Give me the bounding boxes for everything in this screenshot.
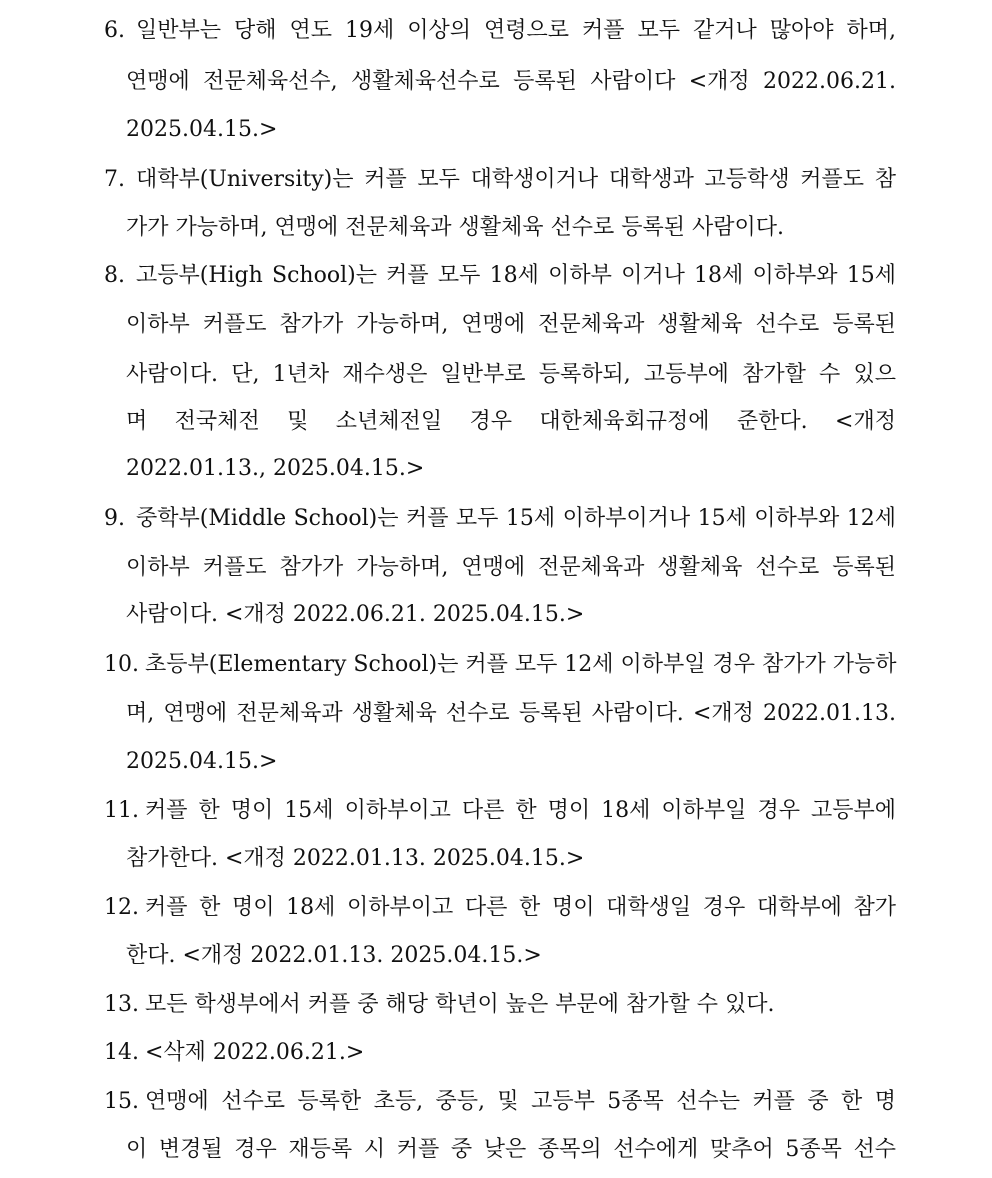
item-text-line: 연맹에 선수로 등록한 초등, 중등, 및 고등부 5종목 선수는 커플 중 한 명 (145, 1089, 896, 1114)
item-text-line: 대학부(University)는 커플 모두 대학생이거나 대학생과 고등학생 커플도 참 (136, 167, 896, 192)
list-item-10-line-2 (0, 691, 992, 737)
list-item-10 (0, 642, 992, 688)
list-item-9-line-2 (0, 545, 992, 591)
item-number: 8. (104, 263, 125, 288)
item-number: 14. (104, 1040, 139, 1065)
item-text-line: 이 변경될 경우 재등록 시 커플 중 낮은 종목의 선수에게 맞추어 5종목 선수 (126, 1137, 896, 1162)
item-number: 9. (104, 506, 125, 531)
list-item-12-line-2 (0, 933, 992, 979)
list-item-6-line-2 (0, 59, 992, 105)
list-item-15 (0, 1079, 992, 1125)
list-item-7 (0, 157, 992, 203)
item-text-line: 중학부(Middle School)는 커플 모두 15세 이하부이거나 15세 이하부와 12세 (136, 506, 896, 531)
item-text-line: 초등부(Elementary School)는 커플 모두 12세 이하부일 경우 참가가 가능하 (145, 652, 897, 677)
item-number: 15. (104, 1089, 139, 1114)
item-text-line: 연맹에 전문체육선수, 생활체육선수로 등록된 사람이다 <개정 2022.06.21. (126, 69, 896, 94)
item-number: 7. (104, 167, 125, 192)
item-text-line: <삭제 2022.06.21.> (145, 1040, 365, 1065)
item-text-line: 사람이다. <개정 2022.06.21. 2025.04.15.> (126, 602, 585, 627)
item-text-line: 며 전국체전 및 소년체전일 경우 대한체육회규정에 준한다. <개정 (126, 409, 896, 434)
item-text-line: 며, 연맹에 전문체육과 생활체육 선수로 등록된 사람이다. <개정 2022.01.13. (126, 701, 896, 726)
item-text-line: 커플 한 명이 18세 이하부이고 다른 한 명이 대학생일 경우 대학부에 참가 (145, 895, 896, 920)
item-number: 11. (104, 798, 139, 823)
item-text-line: 커플 한 명이 15세 이하부이고 다른 한 명이 18세 이하부일 경우 고등부에 (145, 798, 896, 823)
item-number: 10. (104, 652, 139, 677)
list-item-6 (0, 8, 992, 54)
list-item-8-line-3 (0, 352, 992, 398)
item-number: 13. (104, 992, 139, 1017)
list-item-8 (0, 253, 992, 299)
item-number: 12. (104, 895, 139, 920)
item-number: 6. (104, 18, 125, 43)
item-text-line: 일반부는 당해 연도 19세 이상의 연령으로 커플 모두 같거나 많아야 하며, (136, 18, 896, 43)
item-text-line: 2025.04.15.> (126, 117, 278, 142)
list-item-12 (0, 885, 992, 931)
list-item-11-line-2 (0, 836, 992, 882)
item-text-line: 가가 가능하며, 연맹에 전문체육과 생활체육 선수로 등록된 사람이다. (126, 215, 784, 240)
list-item-10-line-3 (0, 739, 992, 785)
item-text-line: 2022.01.13., 2025.04.15.> (126, 456, 425, 481)
list-item-13 (0, 982, 992, 1028)
list-item-15-line-2 (0, 1127, 992, 1173)
list-item-8-line-4 (0, 399, 992, 445)
item-text-line: 참가한다. <개정 2022.01.13. 2025.04.15.> (126, 846, 585, 871)
list-item-8-line-5 (0, 446, 992, 492)
list-item-14 (0, 1030, 992, 1076)
item-text-line: 고등부(High School)는 커플 모두 18세 이하부 이거나 18세 이하부와 15세 (136, 263, 896, 288)
item-text-line: 사람이다. 단, 1년차 재수생은 일반부로 등록하되, 고등부에 참가할 수 있으 (126, 362, 896, 387)
item-text-line: 2025.04.15.> (126, 749, 278, 774)
list-item-9 (0, 496, 992, 542)
list-item-7-line-2 (0, 205, 992, 251)
list-item-9-line-3 (0, 592, 992, 638)
list-item-8-line-2 (0, 302, 992, 348)
item-text-line: 모든 학생부에서 커플 중 해당 학년이 높은 부문에 참가할 수 있다. (145, 992, 775, 1017)
item-text-line: 한다. <개정 2022.01.13. 2025.04.15.> (126, 943, 542, 968)
item-text-line: 이하부 커플도 참가가 가능하며, 연맹에 전문체육과 생활체육 선수로 등록된 (126, 312, 896, 337)
list-item-6-line-3 (0, 107, 992, 153)
item-text-line: 이하부 커플도 참가가 가능하며, 연맹에 전문체육과 생활체육 선수로 등록된 (126, 555, 896, 580)
list-item-11 (0, 788, 992, 834)
